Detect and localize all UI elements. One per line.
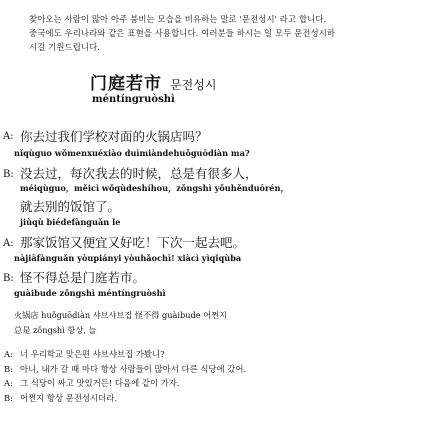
speaker-label: B: bbox=[3, 273, 14, 284]
dialogue-chinese: 就去别的饭馆了。 bbox=[20, 199, 121, 214]
idiom-pinyin: méntíngruòshì bbox=[92, 94, 175, 105]
korean-translation bbox=[4, 347, 424, 405]
speaker-label: B: bbox=[3, 169, 14, 180]
dialogue-chinese: 那家饭馆又便宜又好吃！下次一起去吧。 bbox=[20, 235, 246, 250]
speaker-label: A: bbox=[4, 349, 13, 359]
dialogue-pinyin: nàjiāfànguǎn yòupiányi yòuhǎochī! xiàcì yìqǐqùba bbox=[14, 253, 242, 263]
idiom-korean: 문전성시 bbox=[170, 78, 217, 92]
translation-line bbox=[4, 391, 424, 406]
dialogue-chinese: 你去过我们学校对面的火锅店吗？ bbox=[20, 129, 208, 144]
dialogue-pinyin: guàibude zǒngshì méntíngruòshì bbox=[14, 288, 166, 298]
translation-text: 아니, 내가 갈 때 마다 항상 사람들이 많아서 다른 식당에 갔어. bbox=[20, 363, 247, 374]
dialogue-pinyin: méiqùguo，měicì wǒqùdeshíhou，zǒngshì yǒuhěnduōrén， bbox=[20, 183, 289, 193]
vocab-line: 总是 zǒngshì 항상, 늘 bbox=[14, 325, 97, 335]
translation-line bbox=[4, 362, 424, 377]
translation-text: 그 식당이 싸고 맛있거든! 다음에 같이 가자. bbox=[20, 378, 180, 388]
dialogue-chinese: 没去过，每次我去的时候，总是有很多人， bbox=[20, 166, 258, 181]
intro-line: 찾아오는 사람이 많아 아주 붐비는 모습을 비유하는 말로 '문전성시' 라고 합니다. bbox=[29, 14, 327, 24]
translation-line bbox=[4, 347, 424, 362]
idiom-title bbox=[90, 69, 420, 94]
intro-line: 시길 기원드립니다. bbox=[29, 42, 101, 52]
dialogue-chinese: 怪不得总是门庭若市。 bbox=[20, 270, 146, 285]
intro-line: 중국에도 우리나라와 같은 표현을 사용합니다. 여러분들 하시는 일 모두 문전성시하 bbox=[29, 28, 336, 38]
speaker-label: A: bbox=[3, 238, 14, 249]
idiom-chinese: 门庭若市 bbox=[90, 74, 162, 94]
translation-line bbox=[4, 376, 424, 391]
translation-text: 너 우리학교 맞은편 샤브샤브집 가봤니? bbox=[20, 349, 165, 359]
speaker-label: B: bbox=[4, 363, 13, 374]
intro-paragraph bbox=[29, 12, 409, 54]
dialogue-pinyin: nǐqùguo wǒmenxuéxiào duìmiàndehuǒguōdiàn ma? bbox=[14, 148, 250, 158]
speaker-label: A: bbox=[4, 378, 13, 388]
speaker-label: B: bbox=[4, 392, 13, 403]
speaker-label: A: bbox=[3, 131, 14, 142]
dialogue-pinyin: jiùqù biédefànguǎn le bbox=[20, 217, 121, 227]
translation-text: 어쩐지 항상 문전성시더라. bbox=[20, 392, 117, 403]
vocab-line: 火锅店 huǒguōdiàn 샤브샤브집 怪不得 guàibude 어쩐지 bbox=[14, 310, 227, 320]
